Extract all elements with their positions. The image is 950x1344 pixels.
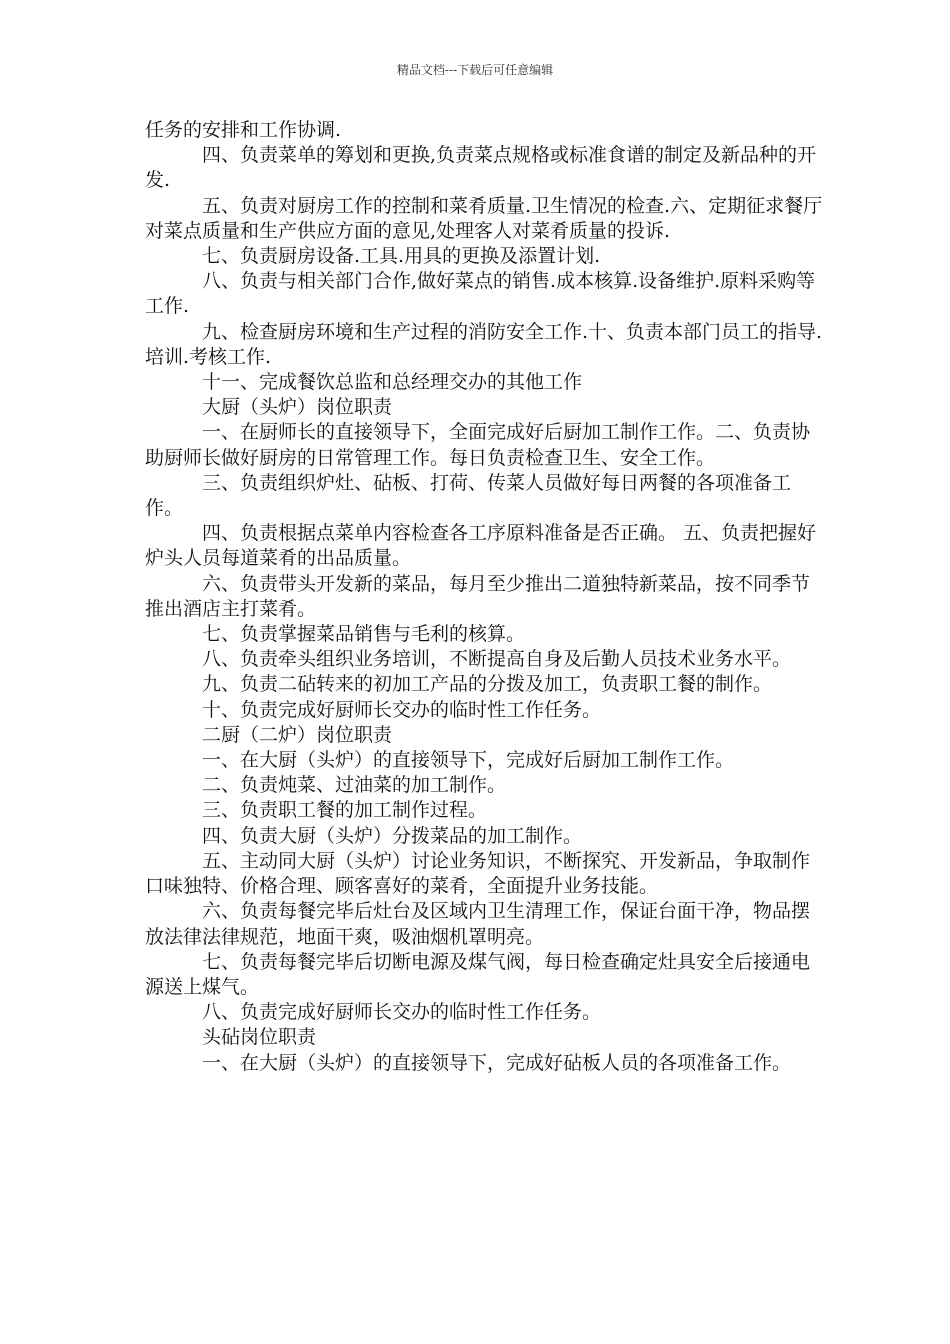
- paragraph: 七、负责掌握菜品销售与毛利的核算。: [202, 623, 526, 646]
- paragraph: 八、负责与相关部门合作,做好菜点的销售.成本核算.设备维护.原料采购等工作.: [145, 270, 816, 318]
- section-heading: 头砧岗位职责: [202, 1026, 317, 1049]
- paragraph: 八、负责牵头组织业务培训，不断提高自身及后勤人员技术业务水平。: [202, 648, 792, 671]
- paragraph: 九、负责二砧转来的初加工产品的分拨及加工，负责职工餐的制作。: [202, 673, 773, 696]
- paragraph: 一、在大厨（头炉）的直接领导下，完成好砧板人员的各项准备工作。: [202, 1051, 792, 1074]
- page-header: 精品文档---下载后可任意编辑: [396, 63, 554, 77]
- paragraph: 六、负责每餐完毕后灶台及区域内卫生清理工作，保证台面干净，物品摆放法律法律规范，地面干爽，吸油烟机罩明亮。: [145, 900, 811, 948]
- paragraph: 任务的安排和工作协调.: [145, 119, 342, 141]
- paragraph: 九、检查厨房环境和生产过程的消防安全工作.十、负责本部门员工的指导.培训.考核工作.: [145, 320, 823, 368]
- document-body: [145, 118, 825, 1076]
- paragraph: 四、负责大厨（头炉）分拨菜品的加工制作。: [202, 824, 583, 847]
- paragraph: 八、负责完成好厨师长交办的临时性工作任务。: [202, 1001, 602, 1024]
- paragraph: 三、负责职工餐的加工制作过程。: [202, 799, 488, 822]
- paragraph: 二、负责炖菜、过油菜的加工制作。: [202, 774, 507, 797]
- paragraph: 四、负责根据点菜单内容检查各工序原料准备是否正确。 五、负责把握好炉头人员每道菜肴的出品质量。: [145, 522, 817, 570]
- paragraph: 五、负责对厨房工作的控制和菜肴质量.卫生情况的检查.六、定期征求餐厅对菜点质量和生产供应方面的意见,处理客人对菜肴质量的投诉.: [145, 194, 823, 242]
- section-heading: 二厨（二炉）岗位职责: [202, 723, 393, 746]
- paragraph: 七、负责每餐完毕后切断电源及煤气阀，每日检查确定灶具安全后接通电源送上煤气。: [145, 950, 811, 998]
- paragraph: 六、负责带头开发新的菜品，每月至少推出二道独特新菜品，按不同季节推出酒店主打菜肴。: [145, 572, 811, 620]
- paragraph: 五、主动同大厨（头炉）讨论业务知识，不断探究、开发新品，争取制作口味独特、价格合理、顾客喜好的菜肴，全面提升业务技能。: [145, 849, 811, 898]
- paragraph: 四、负责菜单的筹划和更换,负责菜点规格或标准食谱的制定及新品种的开发.: [145, 144, 817, 192]
- paragraph: 一、在厨师长的直接领导下，全面完成好后厨加工制作工作。二、负责协助厨师长做好厨房的日常管理工作。每日负责检查卫生、安全工作。: [145, 421, 811, 469]
- paragraph: 十、负责完成好厨师长交办的临时性工作任务。: [202, 698, 602, 721]
- paragraph: 十一、完成餐饮总监和总经理交办的其他工作: [202, 371, 583, 394]
- section-heading: 大厨（头炉）岗位职责: [202, 396, 393, 419]
- paragraph: 一、在大厨（头炉）的直接领导下，完成好后厨加工制作工作。: [202, 749, 735, 772]
- paragraph: 七、负责厨房设备.工具.用具的更换及添置计划.: [202, 245, 601, 268]
- paragraph: 三、负责组织炉灶、砧板、打荷、传菜人员做好每日两餐的各项准备工作。: [145, 471, 792, 520]
